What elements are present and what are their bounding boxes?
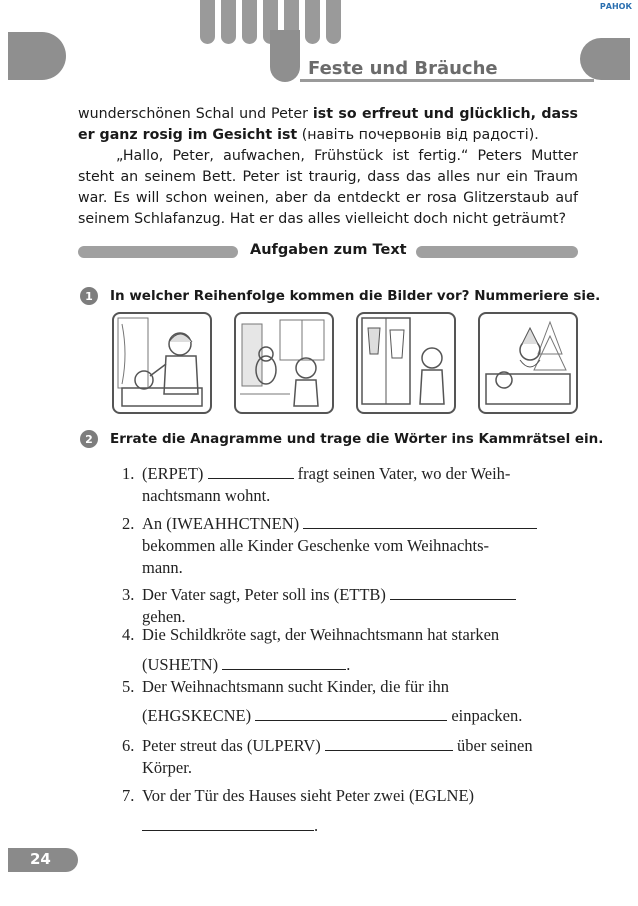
section-title: Aufgaben zum Text xyxy=(250,242,407,258)
answer-blank-7[interactable] xyxy=(142,816,314,831)
anagram-item-3: 3. Der Vater sagt, Peter soll ins (ETTB) gehen. xyxy=(122,584,578,628)
task-1-number-badge: 1 xyxy=(80,287,98,305)
answer-blank-1[interactable] xyxy=(208,464,294,479)
page-number: 24 xyxy=(30,850,51,868)
story-bold-phrase: ist so erfreut und glücklich, dass er ganz rosig im Gesicht ist xyxy=(78,106,578,143)
story-text xyxy=(78,104,578,230)
answer-blank-3[interactable] xyxy=(390,585,516,600)
picture-boy-sleeping-santa xyxy=(478,312,578,414)
picture-boy-and-turtle xyxy=(234,312,334,414)
answer-blank-2[interactable] xyxy=(303,514,537,529)
anagram-item-5: 5. Der Weihnachtsmann sucht Kinder, die für ihn xyxy=(122,677,449,696)
header-rule xyxy=(300,79,594,82)
anagram-item-4-line2: (USHETN) . xyxy=(142,655,351,674)
story-paragraph-2: „Hallo, Peter, aufwachen, Frühstück ist fertig.“ Peters Mutter steht an seinem Bett. Peter ist traurig, dass das alles nur ein Traum war. Es will schon weinen, aber da entdeckt er rosa Glitzerstaub auf seinem Schlafanzug. Hat er das alles vielleicht doch nicht geträumt? xyxy=(78,148,578,227)
task-1-instruction: In welcher Reihenfolge kommen die Bilder vor? Nummeriere sie. xyxy=(110,288,601,304)
anagram-item-6: 6. Peter streut das (ULPERV) über seinen Körper. xyxy=(122,736,533,777)
header-left-tab xyxy=(8,32,66,80)
picture-4-illustration xyxy=(480,314,576,412)
task-2-instruction: Errate die Anagramme und trage die Wörter ins Kammrätsel ein. xyxy=(110,431,604,447)
answer-blank-4[interactable] xyxy=(222,655,346,670)
publisher-logo: РАНОК xyxy=(599,2,632,11)
story-gloss: (навіть почервонів від радості). xyxy=(297,127,539,143)
anagram-item-7: 7. Vor der Tür des Hauses sieht Peter zwei (EGLNE) xyxy=(122,786,475,805)
picture-1-illustration xyxy=(114,314,210,412)
picture-2-illustration xyxy=(236,314,332,412)
section-bar-right xyxy=(416,246,578,258)
picture-boy-at-wardrobe xyxy=(356,312,456,414)
picture-3-illustration xyxy=(358,314,454,412)
anagram-item-2: 2. An (IWEAHHCTNEN) bekommen alle Kinder Geschenke vom Weihnachts- mann. xyxy=(122,513,578,579)
anagram-item-4: 4. Die Schildkröte sagt, der Weihnachtsmann hat starken xyxy=(122,625,500,644)
picture-mother-waking-boy xyxy=(112,312,212,414)
header-right-tab xyxy=(580,38,630,80)
anagram-item-5-line2: (EHGSKECNE) einpacken. xyxy=(142,706,523,725)
story-paragraph-1: wunderschönen Schal und Peter ist so erfreut und glücklich, dass er ganz rosig im Gesicht ist (навіть почервонів від радості). xyxy=(78,106,578,143)
answer-blank-6[interactable] xyxy=(325,736,453,751)
answer-blank-5[interactable] xyxy=(255,706,447,721)
chapter-title: Feste und Bräuche xyxy=(308,58,498,79)
section-bar-left xyxy=(78,246,238,258)
header-center-pill xyxy=(270,30,300,82)
anagram-item-7-line2: . xyxy=(122,815,578,837)
anagram-item-1: 1. (ERPET) fragt seinen Vater, wo der Weih- nachtsmann wohnt. xyxy=(122,464,511,505)
task-2-number-badge: 2 xyxy=(80,430,98,448)
